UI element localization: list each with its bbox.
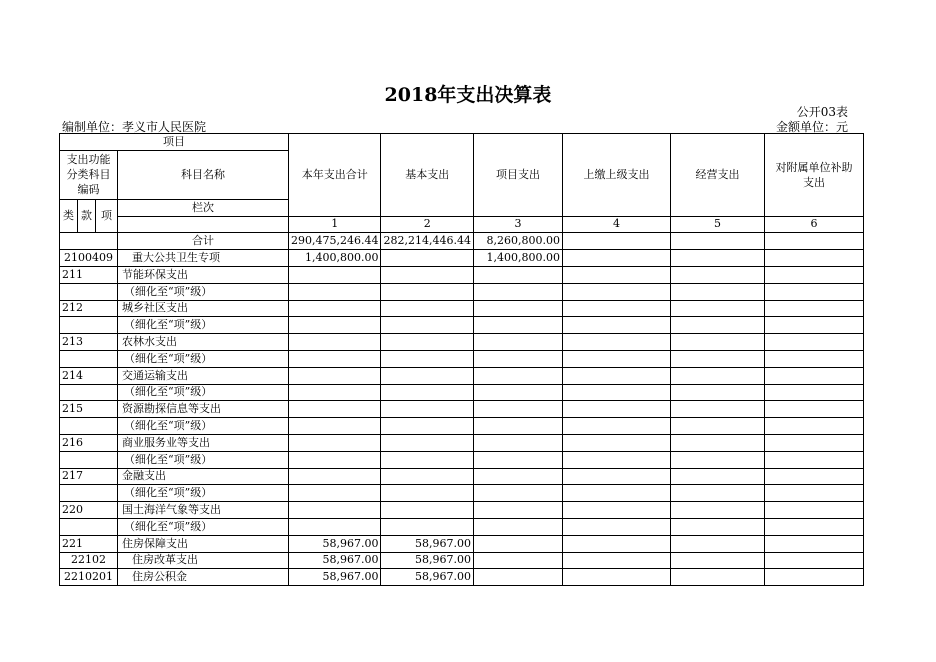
project-header: 项目 (60, 134, 289, 151)
project-expense-cell (473, 434, 562, 451)
subsidy-expense-cell (764, 317, 863, 334)
project-expense-cell (473, 418, 562, 435)
upper-expense-cell (562, 334, 670, 351)
basic-expense-cell (381, 350, 473, 367)
basic-expense-cell (381, 367, 473, 384)
table-row (60, 485, 864, 502)
col-upper-expense: 上缴上级支出 (562, 134, 670, 217)
basic-expense-cell (381, 502, 473, 519)
business-expense-cell (670, 350, 764, 367)
total-expense-cell (289, 451, 381, 468)
code-cell (60, 350, 118, 367)
project-expense-cell (473, 552, 562, 569)
kuan-header: 款 (78, 199, 96, 233)
project-expense-cell (473, 569, 562, 586)
basic-expense-cell (381, 401, 473, 418)
col-subsidy-expense: 对附属单位补助支出 (764, 134, 863, 217)
table-row (60, 552, 864, 569)
business-expense-cell (670, 250, 764, 267)
total-expense-cell (289, 334, 381, 351)
xiang-header: 项 (96, 199, 118, 233)
table-row (60, 350, 864, 367)
project-expense-cell (473, 266, 562, 283)
col-total-expense: 本年支出合计 (289, 134, 381, 217)
subsidy-expense-cell (764, 250, 863, 267)
upper-expense-cell (562, 283, 670, 300)
subject-name-cell: 合计 (118, 233, 289, 250)
total-expense-cell (289, 350, 381, 367)
total-expense-cell: 1,400,800.00 (289, 250, 381, 267)
table-row (60, 317, 864, 334)
business-expense-cell (670, 233, 764, 250)
basic-expense-cell: 58,967.00 (381, 569, 473, 586)
total-expense-cell (289, 502, 381, 519)
code-group-header: 支出功能分类科目编码 (60, 150, 118, 199)
subject-name-cell: （细化至“项”级） (118, 451, 289, 468)
basic-expense-cell (381, 250, 473, 267)
expenditure-table (59, 133, 864, 586)
total-expense-cell (289, 317, 381, 334)
table-row (60, 266, 864, 283)
col-num-4: 4 (562, 216, 670, 233)
project-expense-cell (473, 485, 562, 502)
subject-name-cell: 农林水支出 (118, 334, 289, 351)
table-row (60, 569, 864, 586)
business-expense-cell (670, 367, 764, 384)
total-expense-cell (289, 518, 381, 535)
project-expense-cell (473, 384, 562, 401)
project-expense-cell (473, 283, 562, 300)
table-row (60, 434, 864, 451)
table-row (60, 518, 864, 535)
basic-expense-cell (381, 451, 473, 468)
code-cell (60, 384, 118, 401)
project-expense-cell (473, 300, 562, 317)
table-row (60, 233, 864, 250)
business-expense-cell (670, 418, 764, 435)
col-num-2: 2 (381, 216, 473, 233)
code-cell: 212 (60, 300, 118, 317)
upper-expense-cell (562, 485, 670, 502)
lei-header: 类 (60, 199, 78, 233)
header-row-1 (60, 134, 864, 151)
code-cell: 216 (60, 434, 118, 451)
code-cell (60, 418, 118, 435)
project-expense-cell (473, 350, 562, 367)
subsidy-expense-cell (764, 418, 863, 435)
upper-expense-cell (562, 250, 670, 267)
business-expense-cell (670, 300, 764, 317)
subject-name-cell: 住房公积金 (118, 569, 289, 586)
code-cell: 211 (60, 266, 118, 283)
basic-expense-cell (381, 283, 473, 300)
project-expense-cell (473, 401, 562, 418)
upper-expense-cell (562, 434, 670, 451)
col-project-expense: 项目支出 (473, 134, 562, 217)
subsidy-expense-cell (764, 350, 863, 367)
subsidy-expense-cell (764, 518, 863, 535)
subject-name-cell: 交通运输支出 (118, 367, 289, 384)
basic-expense-cell: 282,214,446.44 (381, 233, 473, 250)
subsidy-expense-cell (764, 502, 863, 519)
table-row (60, 451, 864, 468)
basic-expense-cell: 58,967.00 (381, 535, 473, 552)
table-row (60, 384, 864, 401)
subject-name-cell: 城乡社区支出 (118, 300, 289, 317)
total-expense-cell: 58,967.00 (289, 535, 381, 552)
form-code: 公开03表 (796, 105, 848, 119)
table-row (60, 502, 864, 519)
subject-name-cell: 重大公共卫生专项 (118, 250, 289, 267)
project-expense-cell: 1,400,800.00 (473, 250, 562, 267)
code-cell: 2100409 (60, 250, 118, 267)
subject-name-cell: （细化至“项”级） (118, 384, 289, 401)
subject-name-cell: （细化至“项”级） (118, 485, 289, 502)
business-expense-cell (670, 569, 764, 586)
project-expense-cell (473, 502, 562, 519)
upper-expense-cell (562, 401, 670, 418)
basic-expense-cell (381, 317, 473, 334)
business-expense-cell (670, 317, 764, 334)
subsidy-expense-cell (764, 552, 863, 569)
business-expense-cell (670, 502, 764, 519)
subsidy-expense-cell (764, 367, 863, 384)
code-cell: 2210201 (60, 569, 118, 586)
upper-expense-cell (562, 569, 670, 586)
table-row (60, 334, 864, 351)
business-expense-cell (670, 468, 764, 485)
basic-expense-cell (381, 434, 473, 451)
table-row (60, 283, 864, 300)
total-expense-cell (289, 283, 381, 300)
total-expense-cell (289, 384, 381, 401)
subject-name-cell: 住房保障支出 (118, 535, 289, 552)
basic-expense-cell (381, 418, 473, 435)
upper-expense-cell (562, 518, 670, 535)
table-row (60, 468, 864, 485)
currency-unit: 金额单位：元 (775, 120, 848, 134)
project-expense-cell (473, 367, 562, 384)
upper-expense-cell (562, 350, 670, 367)
business-expense-cell (670, 384, 764, 401)
upper-expense-cell (562, 233, 670, 250)
upper-expense-cell (562, 552, 670, 569)
project-expense-cell: 8,260,800.00 (473, 233, 562, 250)
col-business-expense: 经营支出 (670, 134, 764, 217)
basic-expense-cell (381, 485, 473, 502)
project-expense-cell (473, 317, 562, 334)
reporting-unit: 编制单位：孝义市人民医院 (62, 120, 207, 134)
basic-expense-cell: 58,967.00 (381, 552, 473, 569)
table-row (60, 300, 864, 317)
col-num-5: 5 (670, 216, 764, 233)
basic-expense-cell (381, 518, 473, 535)
table-row (60, 418, 864, 435)
subsidy-expense-cell (764, 266, 863, 283)
col-basic-expense: 基本支出 (381, 134, 473, 217)
total-expense-cell (289, 367, 381, 384)
report-title: 2018年支出决算表 (384, 84, 552, 106)
business-expense-cell (670, 401, 764, 418)
subsidy-expense-cell (764, 401, 863, 418)
upper-expense-cell (562, 300, 670, 317)
subsidy-expense-cell (764, 468, 863, 485)
total-expense-cell: 58,967.00 (289, 552, 381, 569)
basic-expense-cell (381, 266, 473, 283)
code-cell: 214 (60, 367, 118, 384)
subject-name-cell: （细化至“项”级） (118, 518, 289, 535)
upper-expense-cell (562, 451, 670, 468)
upper-expense-cell (562, 468, 670, 485)
subsidy-expense-cell (764, 233, 863, 250)
business-expense-cell (670, 535, 764, 552)
business-expense-cell (670, 334, 764, 351)
subsidy-expense-cell (764, 334, 863, 351)
code-cell (60, 233, 118, 250)
business-expense-cell (670, 434, 764, 451)
basic-expense-cell (381, 334, 473, 351)
business-expense-cell (670, 283, 764, 300)
col-num-3: 3 (473, 216, 562, 233)
upper-expense-cell (562, 266, 670, 283)
subject-name-cell: 资源勘探信息等支出 (118, 401, 289, 418)
code-cell (60, 283, 118, 300)
subject-name-cell: （细化至“项”级） (118, 350, 289, 367)
subsidy-expense-cell (764, 535, 863, 552)
subsidy-expense-cell (764, 451, 863, 468)
col-num-1: 1 (289, 216, 381, 233)
project-expense-cell (473, 451, 562, 468)
subject-name-cell: 金融支出 (118, 468, 289, 485)
subject-name-cell: （细化至“项”级） (118, 283, 289, 300)
basic-expense-cell (381, 384, 473, 401)
upper-expense-cell (562, 317, 670, 334)
subject-name-cell: 商业服务业等支出 (118, 434, 289, 451)
total-expense-cell (289, 266, 381, 283)
subsidy-expense-cell (764, 283, 863, 300)
total-expense-cell (289, 468, 381, 485)
table-row (60, 401, 864, 418)
upper-expense-cell (562, 384, 670, 401)
business-expense-cell (670, 518, 764, 535)
subsidy-expense-cell (764, 300, 863, 317)
subsidy-expense-cell (764, 485, 863, 502)
row-index-label: 栏次 (118, 199, 289, 216)
project-expense-cell (473, 535, 562, 552)
total-expense-cell (289, 418, 381, 435)
code-cell: 22102 (60, 552, 118, 569)
subject-name-cell: 住房改革支出 (118, 552, 289, 569)
basic-expense-cell (381, 468, 473, 485)
business-expense-cell (670, 451, 764, 468)
code-cell: 213 (60, 334, 118, 351)
header-row-5 (60, 216, 864, 233)
code-cell: 217 (60, 468, 118, 485)
subsidy-expense-cell (764, 569, 863, 586)
business-expense-cell (670, 266, 764, 283)
table-row (60, 367, 864, 384)
table-row (60, 250, 864, 267)
total-expense-cell: 58,967.00 (289, 569, 381, 586)
code-cell: 220 (60, 502, 118, 519)
subject-name-cell: 节能环保支出 (118, 266, 289, 283)
project-expense-cell (473, 518, 562, 535)
total-expense-cell: 290,475,246.44 (289, 233, 381, 250)
subject-name-header: 科目名称 (118, 150, 289, 199)
code-cell: 221 (60, 535, 118, 552)
business-expense-cell (670, 485, 764, 502)
table-row (60, 535, 864, 552)
total-expense-cell (289, 401, 381, 418)
code-cell: 215 (60, 401, 118, 418)
subject-name-cell: （细化至“项”级） (118, 418, 289, 435)
code-cell (60, 451, 118, 468)
project-expense-cell (473, 468, 562, 485)
upper-expense-cell (562, 535, 670, 552)
subject-name-cell: （细化至“项”级） (118, 317, 289, 334)
upper-expense-cell (562, 418, 670, 435)
code-cell (60, 317, 118, 334)
code-cell (60, 518, 118, 535)
total-expense-cell (289, 485, 381, 502)
col-num-6: 6 (764, 216, 863, 233)
subsidy-expense-cell (764, 434, 863, 451)
business-expense-cell (670, 552, 764, 569)
total-expense-cell (289, 434, 381, 451)
subject-name-cell: 国土海洋气象等支出 (118, 502, 289, 519)
subsidy-expense-cell (764, 384, 863, 401)
upper-expense-cell (562, 367, 670, 384)
basic-expense-cell (381, 300, 473, 317)
upper-expense-cell (562, 502, 670, 519)
project-expense-cell (473, 334, 562, 351)
code-cell (60, 485, 118, 502)
total-expense-cell (289, 300, 381, 317)
